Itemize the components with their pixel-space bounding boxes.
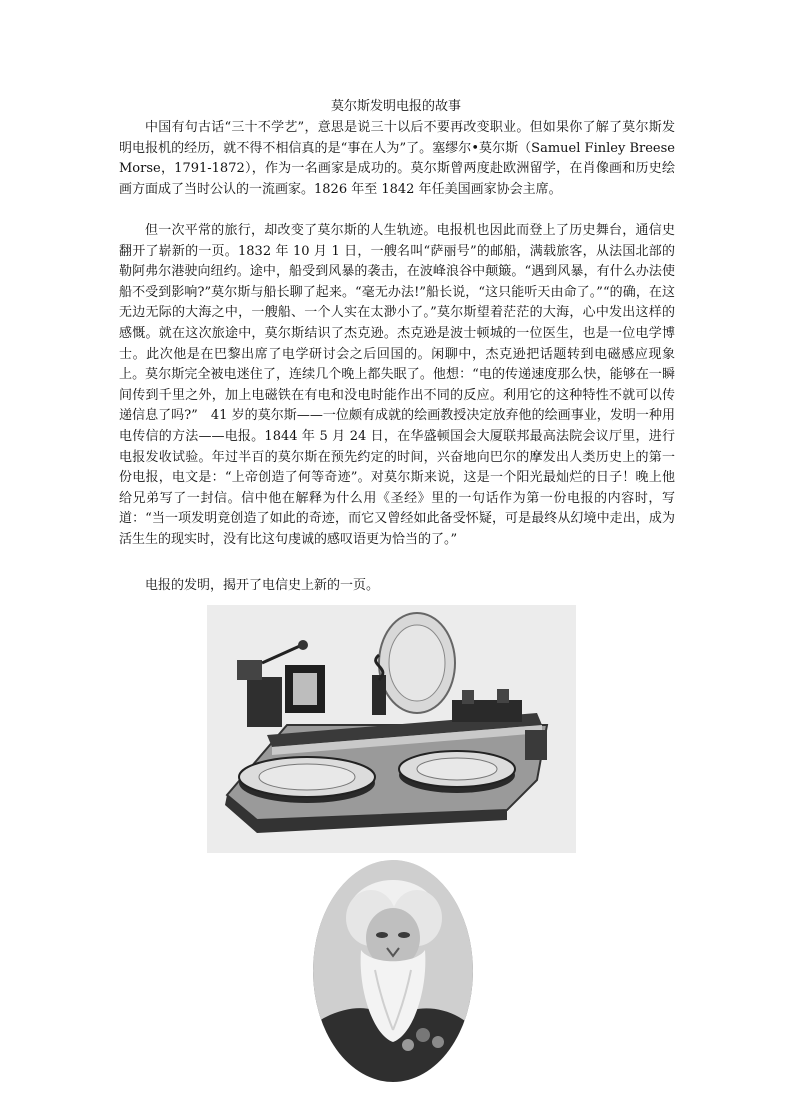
portrait-illustration — [313, 860, 473, 1082]
telegraph-machine-photo — [207, 605, 576, 853]
page-title: 莫尔斯发明电报的故事 — [330, 99, 461, 114]
portrait-oval-frame — [313, 860, 473, 1082]
telegraph-machine-illustration — [207, 605, 576, 853]
morse-portrait-photo — [313, 860, 473, 1082]
paragraph-intro: 中国有句古话“三十不学艺”，意思是说三十以后不要再改变职业。但如果你了解了莫尔斯发明电报机的经历，就不得不相信真的是“事在人为”了。塞缪尔•莫尔斯（Samuel Finley Breese Morse，1791-1872），作为一名画家是成功的。莫尔斯曾两度赴欧洲留学，在肖像画和历史绘画方面成了当时公认的一流画家。1826 年至 1842 年任美国画家协会主席。 — [119, 120, 675, 197]
paragraph-conclusion: 电报的发明，揭开了电信史上新的一页。 — [145, 578, 380, 593]
paragraph-story: 但一次平常的旅行，却改变了莫尔斯的人生轨迹。电报机也因此而登上了历史舞台，通信史翻开了崭新的一页。1832 年 10 月 1 日，一艘名叫“萨丽号”的邮船，满载旅客，从法国北部的勒阿弗尔港驶向纽约。途中，船受到风暴的袭击，在波峰浪谷中颠簸。“遇到风暴，有什么办法使船不受到影响?”莫尔斯与船长聊了起来。“毫无办法!”船长说，“这只能听天由命了。”“的确，在这无边无际的大海之中，一艘船、一个人实在太渺小了。”莫尔斯望着茫茫的大海，心中发出这样的感慨。就在这次旅途中，莫尔斯结识了杰克逊。杰克逊是波士顿城的一位医生，也是一位电学博士。此次他是在巴黎出席了电学研讨会之后回国的。闲聊中，杰克逊把话题转到电磁感应现象上。莫尔斯完全被电迷住了，连续几个晚上都失眠了。他想：“电的传递速度那么快，能够在一瞬间传到千里之外，加上电磁铁在有电和没电时能作出不同的反应。利用它的这种特性不就可以传递信息了吗?” 41 岁的莫尔斯——一位颇有成就的绘画教授决定放弃他的绘画事业，发明一种用电传信的方法——电报。1844 年 5 月 24 日，在华盛顿国会大厦联邦最高法院会议厅里，进行电报发收试验。年过半百的莫尔斯在预先约定的时间，兴奋地向巴尔的摩发出人类历史上的第一份电报，电文是：“上帝创造了何等奇迹”。对莫尔斯来说，这是一个阳光最灿烂的日子！晚上他给兄弟写了一封信。信中他在解释为什么用《圣经》里的一句话作为第一份电报的内容时，写道：“当一项发明竟创造了如此的奇迹，而它又曾经如此备受怀疑，可是最终从幻境中走出，成为活生生的现实时，没有比这句虔诚的感叹语更为恰当的了。” — [119, 223, 675, 547]
